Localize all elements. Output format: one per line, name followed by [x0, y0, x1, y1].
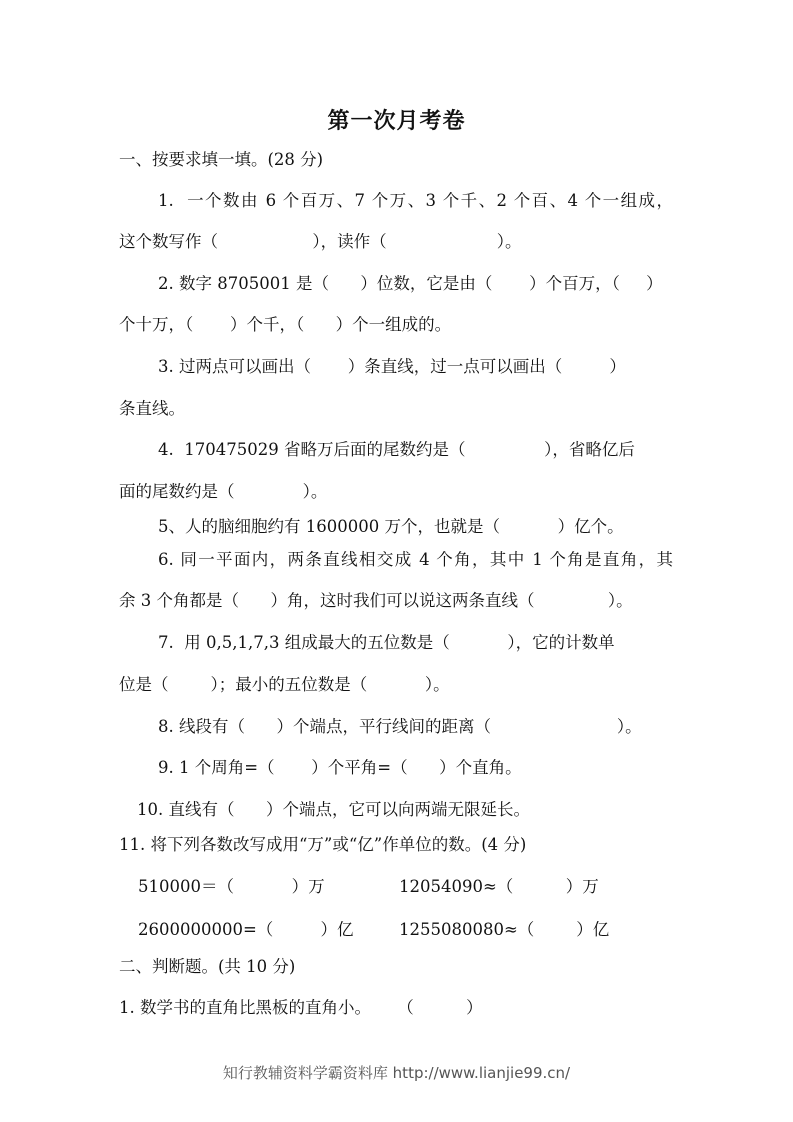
conversion-item-1: 510000＝（ ）万: [138, 877, 325, 896]
section-1-heading: 一、按要求填一填。(28 分): [119, 150, 324, 169]
conversion-item-3: 2600000000=（ ）亿: [138, 920, 354, 939]
question-3-line-2: 条直线。: [119, 399, 185, 418]
judgment-question-1: 1. 数学书的直角比黑板的直角小。 （ ）: [119, 998, 483, 1017]
question-8: 8. 线段有（ ）个端点，平行线间的距离（ ）。: [158, 717, 642, 736]
page-title: 第一次月考卷: [327, 109, 466, 134]
footer-watermark: 知行教辅资料学霸资料库 http://www.lianjie99.cn/: [222, 1064, 571, 1082]
conversion-item-2: 12054090≈（ ）万: [399, 877, 599, 896]
question-10: 10. 直线有（ ）个端点，它可以向两端无限延长。: [137, 800, 530, 819]
question-9: 9. 1 个周角=（ ）个平角=（ ）个直角。: [158, 758, 522, 777]
question-1-line-1: 1. 一个数由 6 个百万、7 个万、3 个千、2 个百、4 个一组成，: [158, 191, 673, 210]
section-2-heading: 二、判断题。(共 10 分): [119, 957, 296, 976]
question-4-line-1: 4. 170475029 省略万后面的尾数约是（ ），省略亿后: [158, 440, 635, 459]
question-7-line-1: 7. 用 0,5,1,7,3 组成最大的五位数是（ ），它的计数单: [158, 633, 615, 652]
question-2-line-1: 2. 数字 8705001 是（ ）位数，它是由（ ）个百万，（ ）: [158, 274, 663, 293]
question-7-line-2: 位是（ ）；最小的五位数是（ ）。: [119, 675, 450, 694]
question-1-line-2: 这个数写作（ ），读作（ ）。: [119, 232, 522, 251]
question-2-line-2: 个十万，（ ）个千，（ ）个一组成的。: [119, 315, 452, 334]
question-6-line-2: 余 3 个角都是（ ）角，这时我们可以说这两条直线（ ）。: [119, 591, 633, 610]
question-6-line-1: 6. 同一平面内，两条直线相交成 4 个角，其中 1 个角是直角，其: [158, 550, 673, 569]
question-5: 5、人的脑细胞约有 1600000 万个，也就是（ ）亿个。: [158, 517, 624, 536]
conversion-item-4: 1255080080≈（ ）亿: [399, 920, 610, 939]
question-11-heading: 11. 将下列各数改写成用“万”或“亿”作单位的数。(4 分): [119, 835, 527, 854]
question-3-line-1: 3. 过两点可以画出（ ）条直线，过一点可以画出（ ）: [158, 357, 626, 376]
question-4-line-2: 面的尾数约是（ ）。: [119, 482, 328, 501]
